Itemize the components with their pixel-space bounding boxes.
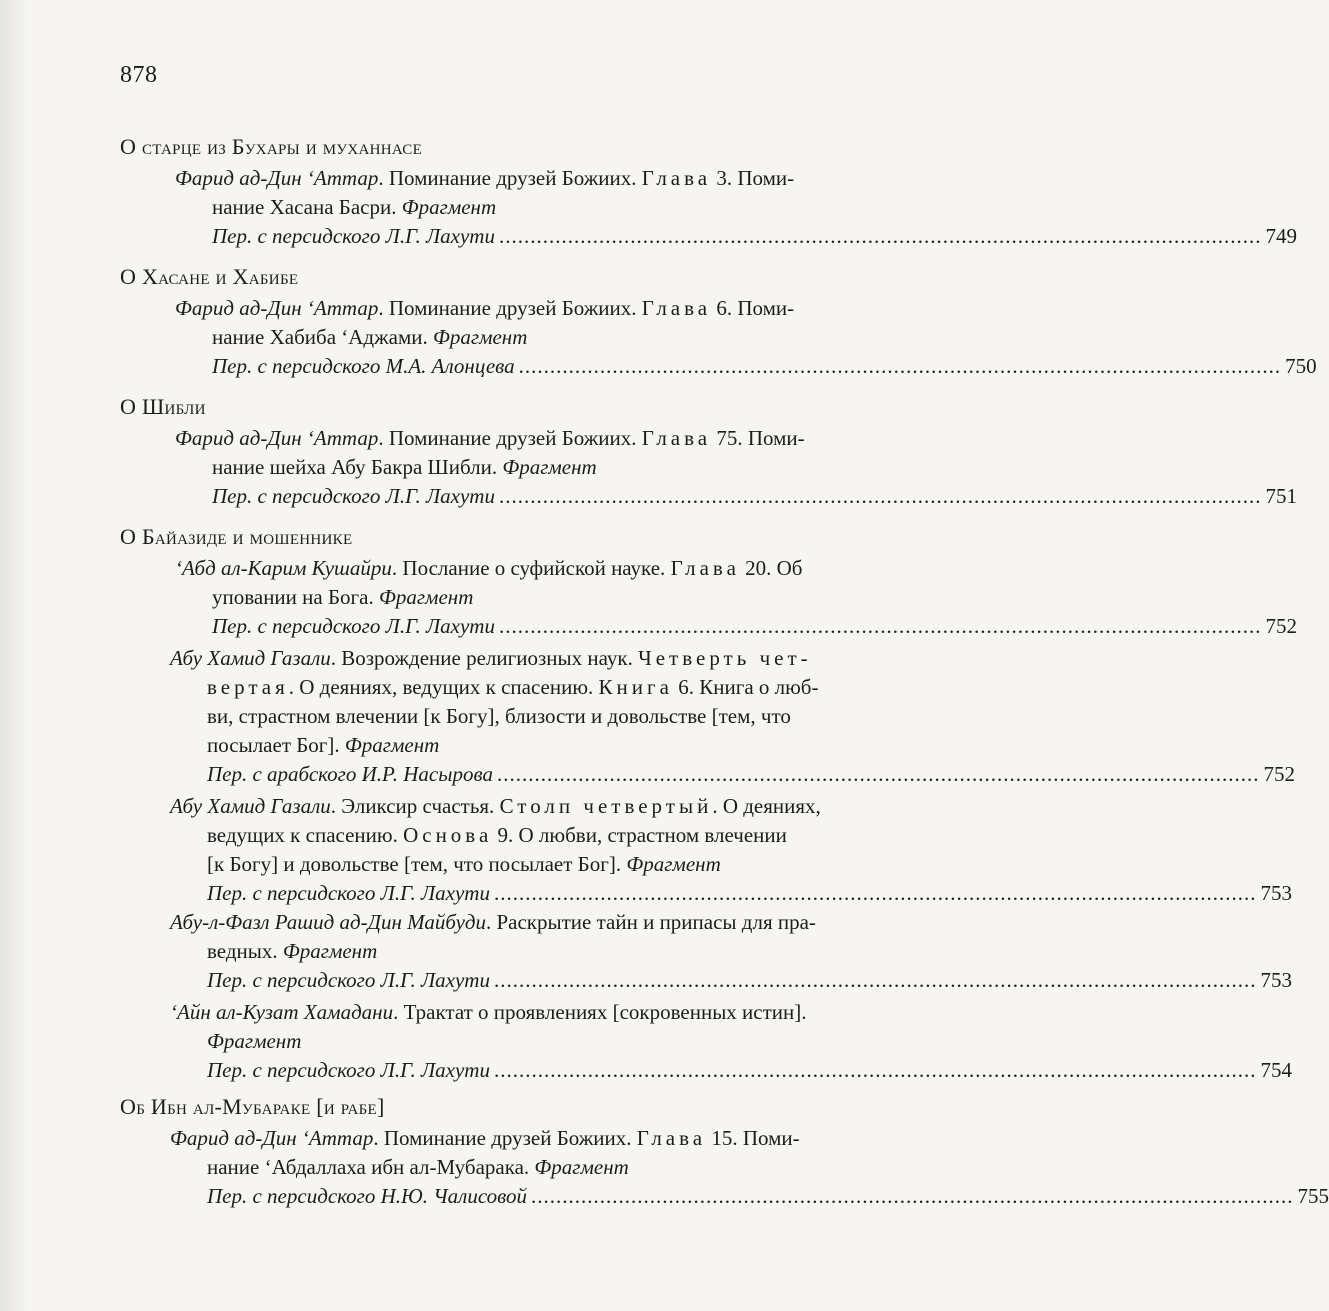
- fragment-label: Фрагмент: [378, 585, 474, 609]
- section-heading: О Байазиде и мошеннике: [120, 524, 353, 549]
- author-name: Фарид ад-Дин ‘Аттар: [175, 166, 379, 190]
- title-text: нание шейха Абу Бакра Шибли.: [212, 455, 503, 479]
- author-name: Фарид ад-Дин ‘Аттар: [170, 1126, 374, 1150]
- entry-page-number[interactable]: 750: [1285, 354, 1317, 378]
- author-name: Фарид ад-Дин ‘Аттар: [175, 426, 379, 450]
- dot-leader: ..........................................................................................................................: [498, 484, 1262, 508]
- dot-leader: ..........................................................................................................................: [493, 881, 1257, 905]
- title-text: 15. Поми-: [706, 1126, 800, 1150]
- division-label: Столп четвертый: [499, 794, 713, 818]
- translator-credit: Пер. с персидского Л.Г. Лахути: [207, 881, 490, 905]
- section-heading: О Хасане и Хабибе: [120, 264, 299, 289]
- title-text: посылает Бог].: [207, 733, 345, 757]
- page-number: 878: [120, 62, 158, 88]
- fragment-label: Фрагмент: [626, 852, 721, 876]
- entry-description-line: [207, 673, 818, 701]
- entry-description-line: [170, 792, 821, 820]
- entry-description-line: [175, 294, 794, 322]
- entry-page-number[interactable]: 751: [1265, 484, 1297, 508]
- division-label: Глава: [641, 296, 712, 320]
- title-text: 20. Об: [739, 556, 803, 580]
- fragment-label: Фрагмент: [432, 325, 528, 349]
- division-label: Глава: [641, 166, 712, 190]
- entry-page-number[interactable]: 755: [1297, 1184, 1329, 1208]
- title-text: 6. Книга о люб-: [672, 675, 819, 699]
- translator-line: [207, 760, 1295, 788]
- title-text: . Возрождение религиозных наук.: [330, 646, 639, 670]
- translator-credit: Пер. с персидского Л.Г. Лахути: [207, 1058, 490, 1082]
- division-label: Глава: [641, 426, 712, 450]
- dot-leader: ..........................................................................................................................: [493, 968, 1257, 992]
- title-text: . Поминание друзей Божиих.: [378, 296, 642, 320]
- author-name: ‘Айн ал-Кузат Хамадани: [170, 1000, 394, 1024]
- title-text: . Трактат о проявлениях [сокровенных истин].: [393, 1000, 807, 1024]
- translator-line: [212, 352, 1317, 380]
- section-heading: О Шибли: [120, 394, 206, 419]
- translator-line: [212, 612, 1297, 640]
- entry-page-number[interactable]: 753: [1260, 968, 1292, 992]
- translator-credit: Пер. с персидского Л.Г. Лахути: [212, 484, 495, 508]
- dot-leader: ..........................................................................................................................: [530, 1184, 1294, 1208]
- author-name: Абу-л-Фазл Рашид ад-Дин Майбуди: [170, 910, 486, 934]
- division-label: Глава: [670, 556, 740, 580]
- title-text: . Поминание друзей Божиих.: [373, 1126, 637, 1150]
- entry-page-number[interactable]: 752: [1263, 762, 1295, 786]
- entry-page-number[interactable]: 749: [1265, 224, 1297, 248]
- dot-leader: ..........................................................................................................................: [498, 614, 1262, 638]
- title-text: ведных.: [207, 939, 283, 963]
- entry-description-line: [207, 702, 791, 730]
- translator-line: [212, 222, 1297, 250]
- title-text: нание ‘Абдаллаха ибн ал-Мубарака.: [207, 1155, 535, 1179]
- entry-description-line: [170, 908, 816, 936]
- translator-credit: Пер. с персидского Л.Г. Лахути: [212, 614, 495, 638]
- entry-description-line: [212, 323, 527, 351]
- translator-credit: Пер. с персидского Л.Г. Лахути: [207, 968, 490, 992]
- translator-line: [207, 879, 1292, 907]
- entry-description-line: [212, 583, 473, 611]
- title-text: уповании на Бога.: [212, 585, 379, 609]
- title-text: . Послание о суфийской науке.: [391, 556, 671, 580]
- title-text: . О деяниях,: [712, 794, 821, 818]
- author-name: Фарид ад-Дин ‘Аттар: [175, 296, 379, 320]
- entry-description-line: [170, 1124, 800, 1152]
- division-label: Глава: [636, 1126, 707, 1150]
- title-text: [к Богу] и довольстве [тем, что посылает Бог].: [207, 852, 627, 876]
- division-label: вертая: [207, 675, 289, 699]
- translator-line: [207, 966, 1292, 994]
- fragment-label: Фрагмент: [534, 1155, 629, 1179]
- title-text: 3. Поми-: [711, 166, 795, 190]
- entry-description-line: [207, 821, 787, 849]
- fragment-label: Фрагмент: [282, 939, 378, 963]
- title-text: . Эликсир счастья.: [330, 794, 500, 818]
- fragment-label: Фрагмент: [401, 195, 497, 219]
- entry-description-line: [212, 193, 496, 221]
- title-text: 75. Поми-: [711, 426, 805, 450]
- title-text: нание Хасана Басри.: [212, 195, 402, 219]
- division-label: Четверть чет-: [638, 646, 812, 670]
- entry-page-number[interactable]: 752: [1265, 614, 1297, 638]
- title-text: нание Хабиба ‘Аджами.: [212, 325, 433, 349]
- title-text: . О деяниях, ведущих к спасению.: [288, 675, 599, 699]
- author-name: Абу Хамид Газали: [170, 646, 331, 670]
- entry-description-line: [207, 731, 439, 759]
- translator-line: [207, 1182, 1329, 1210]
- dot-leader: ..........................................................................................................................: [518, 354, 1282, 378]
- section-heading: О старце из Бухары и муханнасе: [120, 134, 423, 159]
- division-label: Основа: [403, 823, 493, 847]
- dot-leader: ..........................................................................................................................: [498, 224, 1262, 248]
- page-edge-shadow: [0, 0, 30, 1311]
- author-name: Абу Хамид Газали: [170, 794, 331, 818]
- entry-description-line: [207, 1153, 629, 1181]
- entry-description-line: [170, 644, 812, 672]
- fragment-label: Фрагмент: [207, 1029, 302, 1053]
- fragment-label: Фрагмент: [344, 733, 440, 757]
- entry-description-line: [207, 1027, 301, 1055]
- entry-page-number[interactable]: 753: [1260, 881, 1292, 905]
- dot-leader: ..........................................................................................................................: [493, 1058, 1257, 1082]
- entry-description-line: [175, 164, 794, 192]
- title-text: . Раскрытие тайн и припасы для пра-: [485, 910, 816, 934]
- translator-credit: Пер. с арабского И.Р. Насырова: [207, 762, 493, 786]
- title-text: ви, страстном влечении [к Богу], близости и довольстве [тем, что: [207, 704, 791, 728]
- fragment-label: Фрагмент: [502, 455, 597, 479]
- translator-line: [207, 1056, 1292, 1084]
- entry-description-line: [175, 424, 805, 452]
- title-text: . Поминание друзей Божиих.: [378, 166, 642, 190]
- translator-credit: Пер. с персидского М.А. Алонцева: [212, 354, 515, 378]
- entry-page-number[interactable]: 754: [1260, 1058, 1292, 1082]
- title-text: ведущих к спасению.: [207, 823, 404, 847]
- entry-description-line: [175, 554, 803, 582]
- division-label: Книга: [598, 675, 673, 699]
- entry-description-line: [170, 998, 807, 1026]
- title-text: 6. Поми-: [711, 296, 795, 320]
- title-text: 9. О любви, страстном влечении: [492, 823, 787, 847]
- entry-description-line: [207, 937, 377, 965]
- author-name: ‘Абд ал-Карим Кушайри: [175, 556, 392, 580]
- title-text: . Поминание друзей Божиих.: [378, 426, 642, 450]
- translator-line: [212, 482, 1297, 510]
- entry-description-line: [212, 453, 597, 481]
- section-heading: Об Ибн ал-Мубараке [и рабе]: [120, 1094, 385, 1119]
- translator-credit: Пер. с персидского Н.Ю. Чалисовой: [207, 1184, 527, 1208]
- translator-credit: Пер. с персидского Л.Г. Лахути: [212, 224, 495, 248]
- dot-leader: ..........................................................................................................................: [496, 762, 1260, 786]
- entry-description-line: [207, 850, 721, 878]
